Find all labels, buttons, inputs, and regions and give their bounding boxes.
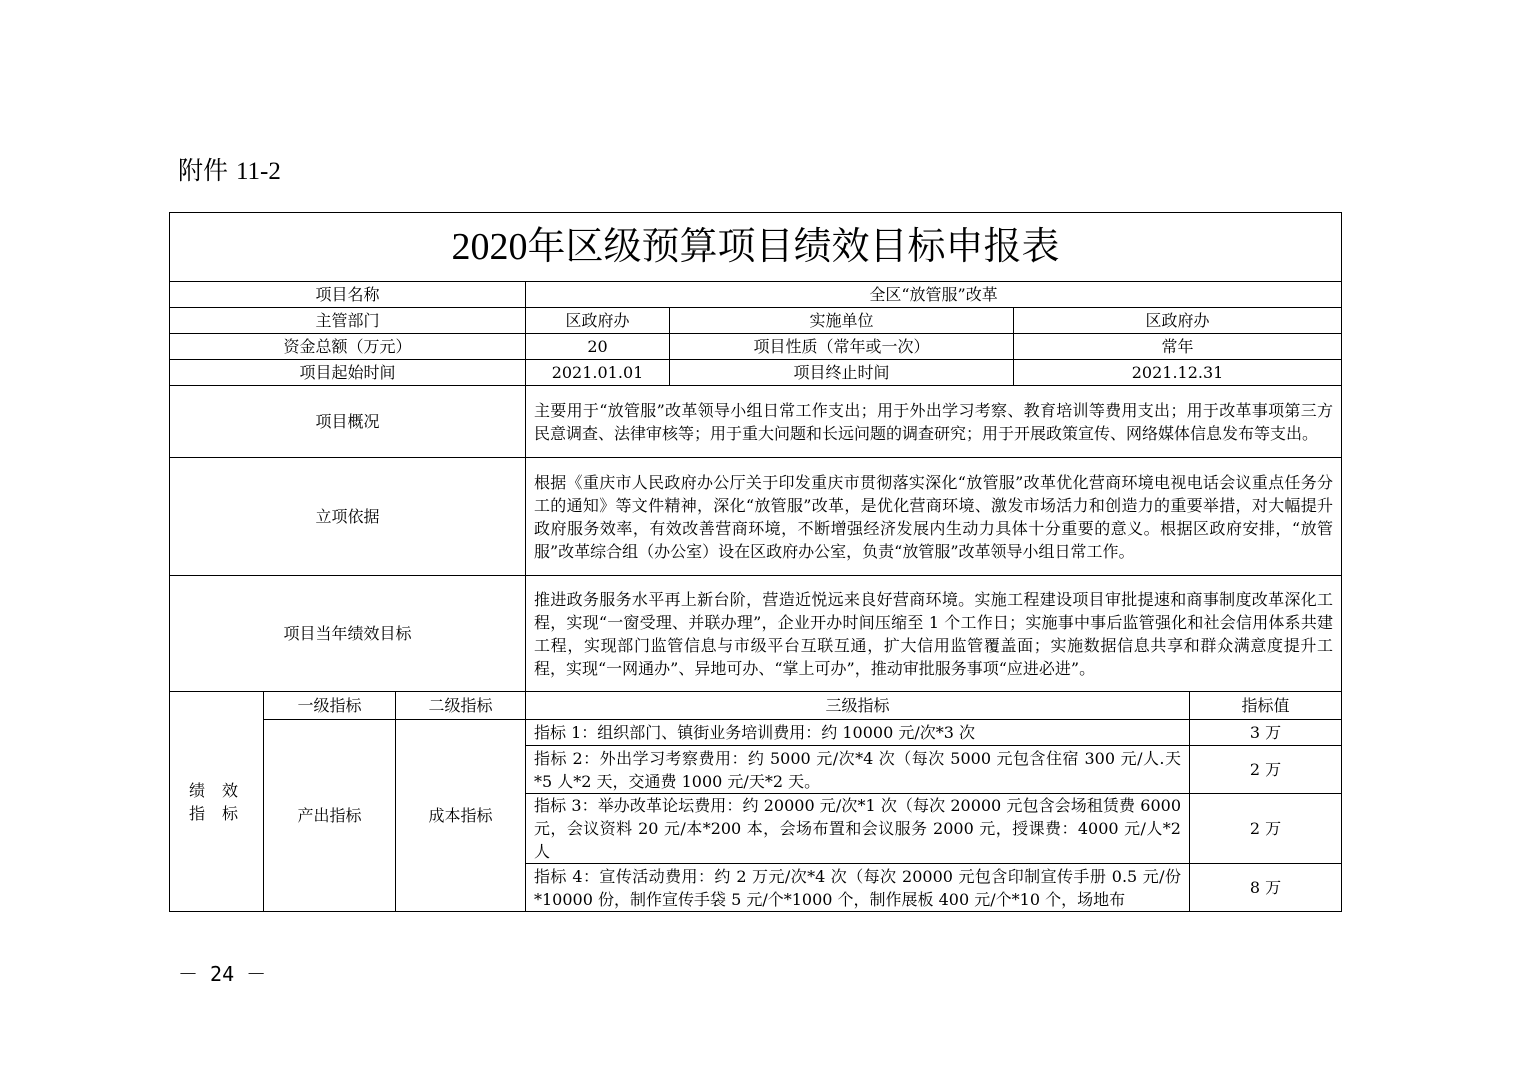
attachment-prefix: 附件 xyxy=(178,156,229,185)
header-value: 指标值 xyxy=(1190,692,1342,720)
nature-label: 项目性质（常年或一次） xyxy=(670,334,1014,360)
indicator-2-value: 2 万 xyxy=(1190,746,1342,794)
project-name-value: 全区“放管服”改革 xyxy=(526,282,1342,308)
indicator-1-value: 3 万 xyxy=(1190,720,1342,746)
funds-label: 资金总额（万元） xyxy=(170,334,526,360)
impl-unit-value: 区政府办 xyxy=(1014,308,1342,334)
form-title-year: 2020 xyxy=(451,226,528,268)
attachment-number: 11-2 xyxy=(235,158,281,185)
overview-text: 主要用于“放管服”改革领导小组日常工作支出；用于外出学习考察、教育培训等费用支出；用于改革事项第三方民意调查、法律审核等；用于重大问题和长远问题的调查研究；用于开展政策宣传、网络媒体信息发布等支出。 xyxy=(526,386,1342,458)
indicator-3-text: 指标 3：举办改革论坛费用：约 20000 元/次*1 次（每次 20000 元包含会场租赁费 6000 元，会议资料 20 元/本*200 本，会场布置和会议服务 2000 元，授课费：4000 元/人*2 人 xyxy=(526,794,1190,864)
project-name-label: 项目名称 xyxy=(170,282,526,308)
indicators-section-label: 绩 效 指 标 xyxy=(170,692,264,912)
form-title-text: 年区级预算项目绩效目标申报表 xyxy=(527,224,1060,268)
basis-label: 立项依据 xyxy=(170,458,526,576)
header-level1: 一级指标 xyxy=(264,692,396,720)
end-time-label: 项目终止时间 xyxy=(670,360,1014,386)
start-time-label: 项目起始时间 xyxy=(170,360,526,386)
end-time-value: 2021.12.31 xyxy=(1014,360,1342,386)
header-level3: 三级指标 xyxy=(526,692,1190,720)
header-level2: 二级指标 xyxy=(396,692,526,720)
performance-form-table xyxy=(169,212,1342,912)
impl-unit-label: 实施单位 xyxy=(670,308,1014,334)
overview-label: 项目概况 xyxy=(170,386,526,458)
dept-value: 区政府办 xyxy=(526,308,670,334)
indicator-4-value: 8 万 xyxy=(1190,864,1342,912)
goal-text: 推进政务服务水平再上新台阶，营造近悦远来良好营商环境。实施工程建设项目审批提速和商事制度改革深化工程，实现“一窗受理、并联办理”，企业开办时间压缩至 1 个工作日；实施事中事后监管强化和社会信用体系共建工程，实现部门监管信息与市级平台互联互通，扩大信用监管覆盖面；实施数据信息共享和群众满意度提升工程，实现“一网通办”、异地可办、“掌上可办”，推动审批服务事项“应进必进”。 xyxy=(526,576,1342,692)
form-title xyxy=(170,213,1342,282)
dept-label: 主管部门 xyxy=(170,308,526,334)
page-number: － 24 － xyxy=(178,962,267,986)
nature-value: 常年 xyxy=(1014,334,1342,360)
indicator-3-value: 2 万 xyxy=(1190,794,1342,864)
basis-text: 根据《重庆市人民政府办公厅关于印发重庆市贯彻落实深化“放管服”改革优化营商环境电视电话会议重点任务分工的通知》等文件精神，深化“放管服”改革，是优化营商环境、激发市场活力和创造力的重要举措，对大幅提升政府服务效率，有效改善营商环境，不断增强经济发展内生动力具体十分重要的意义。根据区政府安排，“放管服”改革综合组（办公室）设在区政府办公室，负责“放管服”改革领导小组日常工作。 xyxy=(526,458,1342,576)
indicator-4-text: 指标 4：宣传活动费用：约 2 万元/次*4 次（每次 20000 元包含印制宣传手册 0.5 元/份*10000 份，制作宣传手袋 5 元/个*1000 个，制作展板 400 元/个*10 个，场地布 xyxy=(526,864,1190,912)
indicator-1-text: 指标 1：组织部门、镇街业务培训费用：约 10000 元/次*3 次 xyxy=(526,720,1190,746)
start-time-value: 2021.01.01 xyxy=(526,360,670,386)
funds-value: 20 xyxy=(526,334,670,360)
level1-output: 产出指标 xyxy=(264,720,396,912)
goal-label: 项目当年绩效目标 xyxy=(170,576,526,692)
attachment-label xyxy=(178,152,281,191)
level2-cost: 成本指标 xyxy=(396,720,526,912)
indicator-2-text: 指标 2：外出学习考察费用：约 5000 元/次*4 次（每次 5000 元包含住宿 300 元/人.天*5 人*2 天，交通费 1000 元/天*2 天。 xyxy=(526,746,1190,794)
